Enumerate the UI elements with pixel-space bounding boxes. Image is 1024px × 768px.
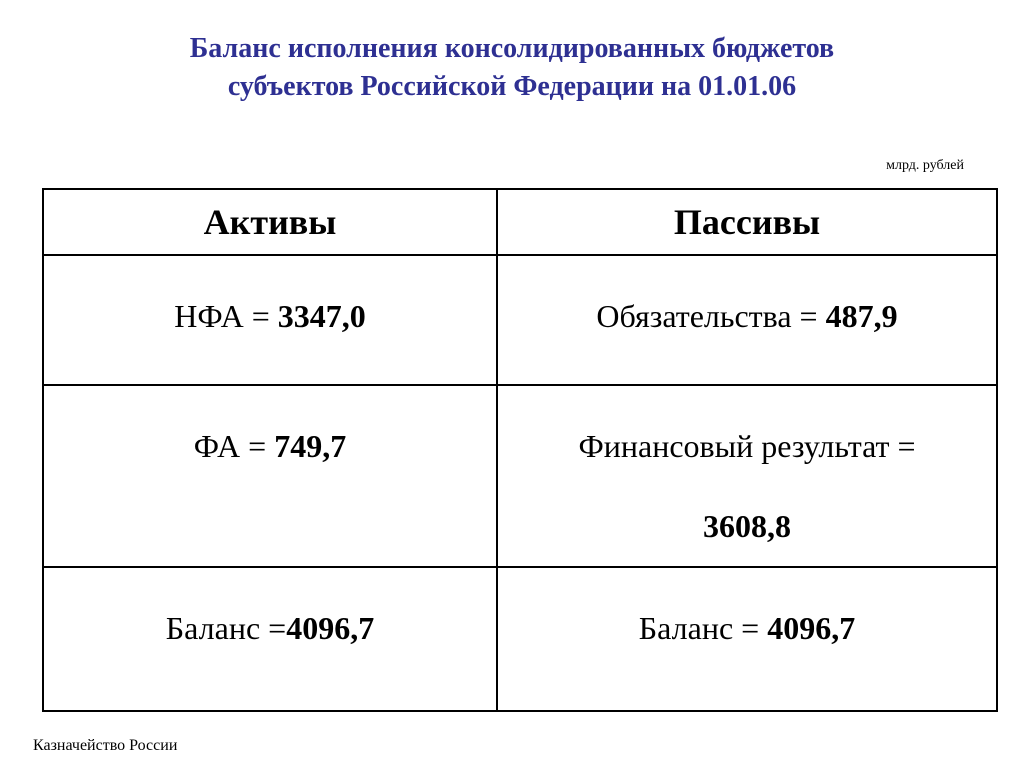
footer-text: Казначейство России xyxy=(33,737,178,754)
assets-value: 749,7 xyxy=(274,428,347,464)
assets-label: НФА = xyxy=(174,298,278,334)
page-title xyxy=(60,30,964,106)
table-row xyxy=(43,567,997,711)
units-label: млрд. рублей xyxy=(886,158,964,173)
liabilities-label: Финансовый результат = xyxy=(578,428,916,464)
assets-cell xyxy=(43,385,497,567)
title-line-1: Баланс исполнения консолидированных бюджетов xyxy=(189,33,835,64)
liabilities-cell xyxy=(497,385,997,567)
liabilities-cell xyxy=(497,567,997,711)
liabilities-entry xyxy=(498,608,996,648)
assets-entry xyxy=(44,296,496,336)
liabilities-label: Баланс = xyxy=(638,610,768,646)
liabilities-cell xyxy=(497,255,997,385)
assets-value: 4096,7 xyxy=(286,610,375,646)
liabilities-value: 3608,8 xyxy=(703,508,791,544)
assets-entry xyxy=(44,426,496,466)
assets-label: ФА = xyxy=(193,428,275,464)
assets-cell xyxy=(43,255,497,385)
assets-cell xyxy=(43,567,497,711)
title-line-2: субъектов Российской Федерации на 01.01.06 xyxy=(227,71,797,102)
header-liabilities: Пассивы xyxy=(497,189,997,255)
assets-label: Баланс = xyxy=(165,610,287,646)
balance-table xyxy=(42,188,998,712)
table-row xyxy=(43,255,997,385)
liabilities-entry xyxy=(498,296,996,336)
liabilities-label: Обязательства = xyxy=(596,298,826,334)
liabilities-value: 487,9 xyxy=(825,298,898,334)
header-row xyxy=(43,189,997,255)
header-assets: Активы xyxy=(43,189,497,255)
table-row xyxy=(43,385,997,567)
assets-value: 3347,0 xyxy=(277,298,366,334)
liabilities-value: 4096,7 xyxy=(767,610,856,646)
assets-entry xyxy=(44,608,496,648)
